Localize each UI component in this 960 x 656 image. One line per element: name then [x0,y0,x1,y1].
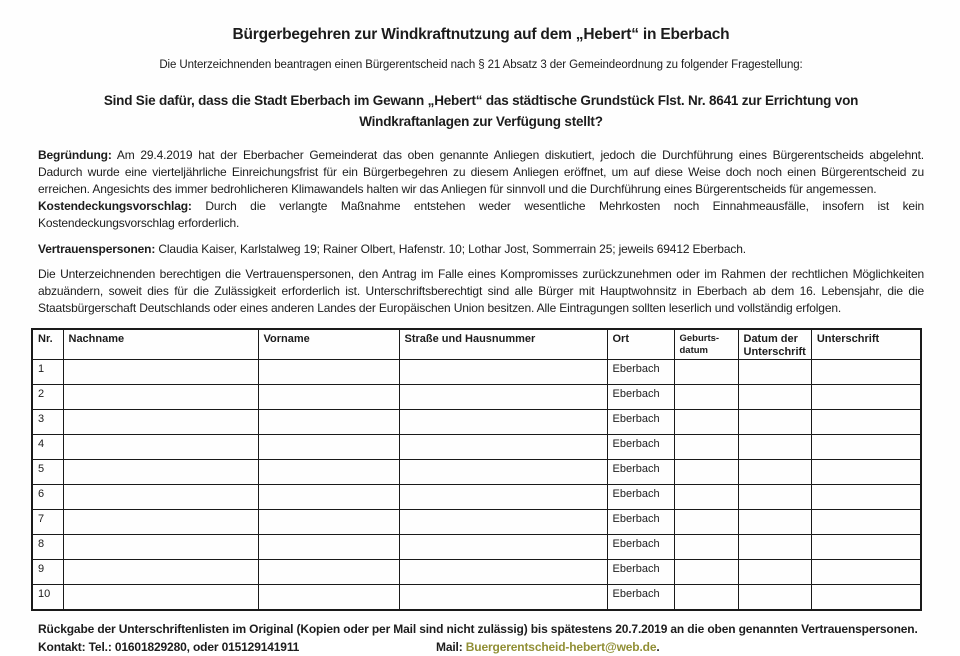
cell-vorname [258,410,399,435]
column-header-nr: Nr. [32,329,63,360]
cell-unterschrift [811,535,921,560]
contact-info: Kontakt: Tel.: 01601829280, oder 015129141911 [38,639,300,654]
cell-vorname [258,435,399,460]
table-row [32,535,921,560]
cell-ort: Eberbach [607,560,674,585]
table-header-row [32,329,921,360]
cell-nr: 1 [32,360,63,385]
cell-vorname [258,560,399,585]
cell-unterschrift [811,485,921,510]
cell-geburtsdatum [674,385,738,410]
cell-unterschrift [811,435,921,460]
cell-unterschrift [811,460,921,485]
column-header-strasse: Straße und Hausnummer [399,329,607,360]
cell-geburtsdatum [674,585,738,610]
cell-strasse [399,560,607,585]
referendum-question: Sind Sie dafür, dass die Stadt Eberbach im Gewann „Hebert“ das städtische Grundstück Flst. Nr. 8641 zur Errichtung von Windkraftanlagen zur Verfügung stellt? [103,93,859,129]
cell-strasse [399,585,607,610]
cell-nr: 3 [32,410,63,435]
cell-unterschrift [811,385,921,410]
column-header-vorname: Vorname [258,329,399,360]
mail-group [436,638,660,656]
document-subtitle: Die Unterzeichnenden beantragen einen Bürgerentscheid nach § 21 Absatz 3 der Gemeindeordnung zu folgender Fragestellung: [159,59,803,71]
cell-nr: 7 [32,510,63,535]
cell-unterschrift [811,560,921,585]
cell-datum_unterschrift [738,510,811,535]
column-header-nachname: Nachname [63,329,258,360]
cell-geburtsdatum [674,560,738,585]
cell-nachname [63,385,258,410]
cell-nachname [63,535,258,560]
cell-nachname [63,510,258,535]
email-link[interactable]: Buergerentscheid-hebert@web.de [465,639,657,654]
signature-table-body [32,360,921,610]
cell-strasse [399,460,607,485]
begruendung-paragraph [38,147,924,198]
cell-ort: Eberbach [607,510,674,535]
cell-nachname [63,435,258,460]
cell-ort: Eberbach [607,485,674,510]
cell-datum_unterschrift [738,410,811,435]
cell-unterschrift [811,360,921,385]
begruendung-text: Am 29.4.2019 hat der Eberbacher Gemeinderat das oben genannte Anliegen diskutiert, jedoch die Durchführung eines Bürgerentscheids abgelehnt. Dadurch wurde eine vierteljährliche Einreichungsfrist für ein Bürgerbegehren zu diesem Anliegen eröffnet, um auf diese Weise doch noch einen Bürgerentscheid zu erreichen. Angesichts des immer bedrohlicheren Klimawandels halten wir das Anliegen für sinnvoll und die Durchführung eines Bürgerentscheids für angemessen. [38,148,924,196]
table-row [32,360,921,385]
cell-nr: 5 [32,460,63,485]
cell-strasse [399,385,607,410]
cell-ort: Eberbach [607,360,674,385]
cell-geburtsdatum [674,410,738,435]
cell-geburtsdatum [674,460,738,485]
table-row [32,510,921,535]
column-header-unterschrift: Unterschrift [811,329,921,360]
cell-geburtsdatum [674,535,738,560]
table-row [32,560,921,585]
kostendeckung-text: Durch die verlangte Maßnahme entstehen weder wesentliche Mehrkosten noch Einnahmeausfälle, insofern ist kein Kostendeckungsvorschlag erforderlich. [38,199,924,230]
cell-datum_unterschrift [738,435,811,460]
cell-geburtsdatum [674,435,738,460]
signature-table [31,328,922,611]
document-footer [38,620,924,656]
document-body [38,147,924,317]
table-row [32,385,921,410]
begruendung-label: Begründung: [38,148,112,162]
cell-strasse [399,360,607,385]
cell-vorname [258,360,399,385]
cell-ort: Eberbach [607,535,674,560]
cell-strasse [399,485,607,510]
cell-vorname [258,485,399,510]
cell-nr: 2 [32,385,63,410]
table-row [32,410,921,435]
mail-label: Mail: [436,639,463,654]
cell-datum_unterschrift [738,560,811,585]
cell-nr: 4 [32,435,63,460]
cell-vorname [258,510,399,535]
cell-ort: Eberbach [607,385,674,410]
vertrauenspersonen-text: Claudia Kaiser, Karlstalweg 19; Rainer Olbert, Hafenstr. 10; Lothar Jost, Sommerrain 25; jeweils 69412 Eberbach. [158,242,746,256]
cell-unterschrift [811,585,921,610]
cell-datum_unterschrift [738,385,811,410]
cell-datum_unterschrift [738,460,811,485]
cell-vorname [258,585,399,610]
cell-datum_unterschrift [738,535,811,560]
cell-geburtsdatum [674,360,738,385]
cell-geburtsdatum [674,510,738,535]
cell-strasse [399,435,607,460]
cell-unterschrift [811,410,921,435]
cell-vorname [258,385,399,410]
cell-ort: Eberbach [607,435,674,460]
return-instructions: Rückgabe der Unterschriftenlisten im Original (Kopien oder per Mail sind nicht zulässig) bis spätestens 20.7.2019 an die oben genannten Vertrauenspersonen. [38,621,918,636]
table-row [32,435,921,460]
table-row [32,585,921,610]
table-row [32,485,921,510]
kostendeckung-paragraph [38,198,924,232]
column-header-geburtsdatum: Geburts-datum [674,329,738,360]
cell-nr: 6 [32,485,63,510]
cell-strasse [399,535,607,560]
table-row [32,460,921,485]
cell-nr: 9 [32,560,63,585]
document-title: Bürgerbegehren zur Windkraftnutzung auf dem „Hebert“ in Eberbach [232,26,730,43]
cell-nr: 10 [32,585,63,610]
cell-nachname [63,460,258,485]
cell-datum_unterschrift [738,585,811,610]
cell-vorname [258,535,399,560]
column-header-ort: Ort [607,329,674,360]
cell-datum_unterschrift [738,485,811,510]
cell-geburtsdatum [674,485,738,510]
cell-vorname [258,460,399,485]
cell-nachname [63,360,258,385]
cell-nachname [63,585,258,610]
cell-strasse [399,510,607,535]
cell-nachname [63,485,258,510]
cell-ort: Eberbach [607,410,674,435]
cell-nachname [63,410,258,435]
email-period: . [656,639,660,654]
kostendeckung-label: Kostendeckungsvorschlag: [38,199,192,213]
column-header-datum_unterschrift: Datum der Unterschrift [738,329,811,360]
cell-ort: Eberbach [607,585,674,610]
cell-unterschrift [811,510,921,535]
cell-nr: 8 [32,535,63,560]
cell-nachname [63,560,258,585]
cell-ort: Eberbach [607,460,674,485]
cell-strasse [399,410,607,435]
vertrauenspersonen-label: Vertrauenspersonen: [38,242,156,256]
vertrauenspersonen-line [38,241,924,258]
contact-line [38,638,924,656]
cell-datum_unterschrift [738,360,811,385]
authorization-paragraph: Die Unterzeichnenden berechtigen die Vertrauenspersonen, den Antrag im Falle eines Kompromisses zurückzunehmen oder im Rahmen der rechtlichen Möglichkeiten abzuändern, soweit dies für die Zulässigkeit erforderlich ist. Unterschriftsberechtigt sind alle Bürger mit Hauptwohnsitz in Eberbach ab dem 16. Lebensjahr, die die Staatsbürgerschaft Deutschlands oder eines anderen Landes der Europäischen Union besitzen. Alle Eintragungen sollten leserlich und vollständig erfolgen. [38,267,924,315]
